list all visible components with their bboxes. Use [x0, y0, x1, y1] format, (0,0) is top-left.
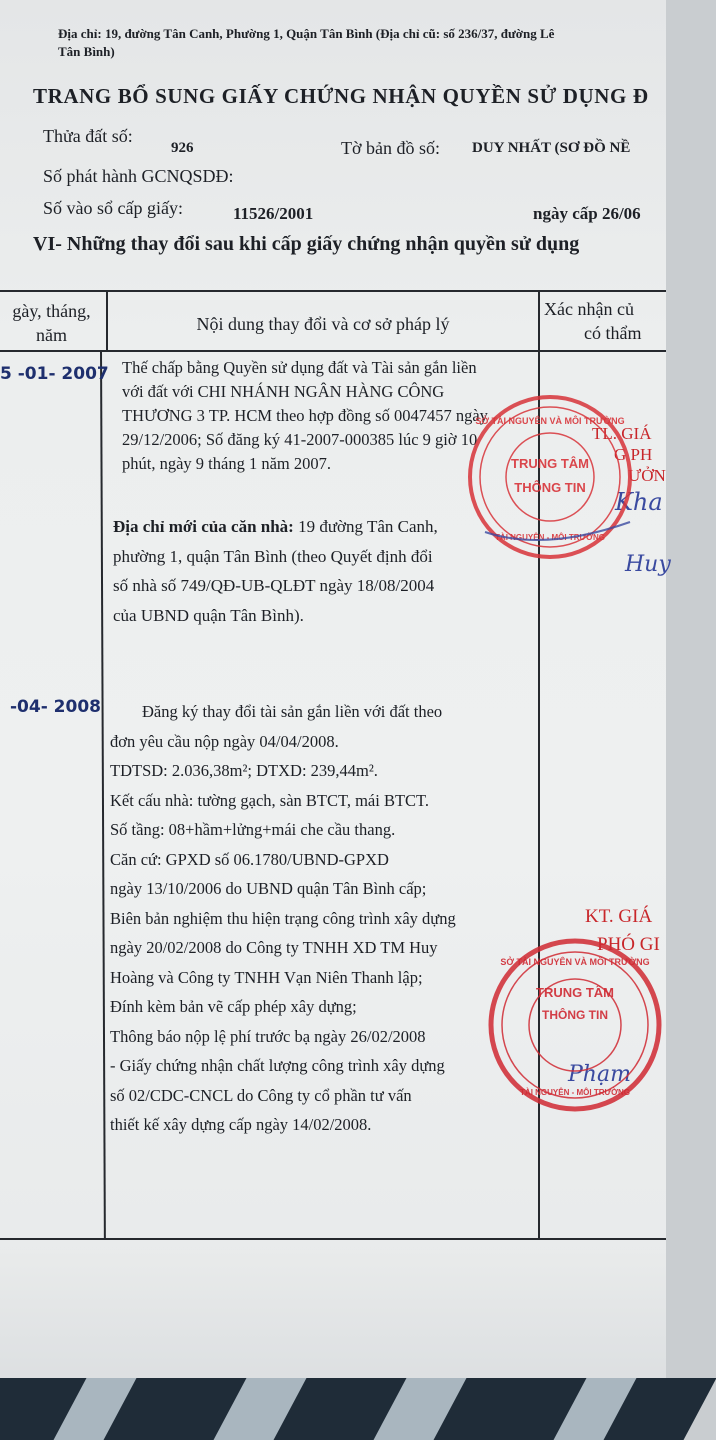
- svg-text:TRUNG TÂM: TRUNG TÂM: [511, 456, 589, 471]
- svg-text:TRUNG TÂM: TRUNG TÂM: [536, 985, 614, 1000]
- row-1-confirm-line-2: G PH: [614, 445, 653, 464]
- svg-text:THÔNG TIN: THÔNG TIN: [514, 480, 586, 495]
- row-1-confirm-line-3: ƯỞN: [628, 466, 666, 485]
- row-1-signature: Kha: [615, 488, 663, 516]
- row-1-content: Thế chấp bằng Quyền sử dụng đất và Tài sản gắn liền với đất với CHI NHÁNH NGÂN HÀNG CÔNG THƯƠNG 3 TP. HCM theo hợp đồng số 0047457 ngày 29/12/2006; Số đăng ký 41-2007-000385 lúc 9 giờ 10 phút, ngày 9 tháng 1 năm 2007.: [122, 358, 488, 473]
- official-stamp-1: [465, 392, 635, 562]
- row-2-signature: Phạm: [568, 1062, 631, 1087]
- row-2-confirm-line-1: KT. GIÁ: [585, 906, 653, 927]
- row-2-date: -04- 2008: [10, 697, 102, 717]
- row-2-content: Đăng ký thay đổi tài sản gắn liền với đất theo đơn yêu cầu nộp ngày 04/04/2008. TDTSD: 2.036,38m²; DTXD: 239,44m². Kết cấu nhà: tường gạch, sàn BTCT, mái BTCT. Số tầng: 08+hầm+lửng+mái che cầu thang. Căn cứ: GPXD số 06.1780/UBND-GPXD ngày 13/10/2006 do UBND quận Tân Bình cấp; Biên bản nghiệm thu hiện trạng công trình xây dựng ngày 20/02/2008 do Công ty TNHH XD TM Huy Hoàng và Công ty TNHH Vạn Niên Thanh lập; Đính kèm bản vẽ cấp phép xây dựng; Thông báo nộp lệ phí trước bạ ngày 26/02/2008 - Giấy chứng nhận chất lượng công trình xây dựng số 02/CDC-CNCL do Công ty cổ phần tư vấn thiết kế xây dựng cấp ngày 14/02/2008.: [110, 702, 456, 1134]
- svg-text:THÔNG TIN: THÔNG TIN: [542, 1008, 608, 1022]
- parcel-value: 926: [171, 140, 194, 156]
- page-title: TRANG BỔ SUNG GIẤY CHỨNG NHẬN QUYỀN SỬ DỤNG Đ: [33, 84, 649, 108]
- address-line-2: Tân Bình): [58, 44, 115, 59]
- svg-text:TÀI NGUYÊN - MÔI TRƯỜNG: TÀI NGUYÊN - MÔI TRƯỜNG: [520, 1088, 630, 1097]
- row-1-confirm-line-1: TL. GIÁ: [592, 424, 652, 443]
- address-line-1: Địa chỉ: 19, đường Tân Canh, Phường 1, Quận Tân Bình (Địa chỉ cũ: số 236/37, đường Lê: [58, 26, 555, 41]
- svg-text:SỞ TÀI NGUYÊN VÀ MÔI TRƯỜNG: SỞ TÀI NGUYÊN VÀ MÔI TRƯỜNG: [500, 957, 650, 967]
- page-bottom-shade: [0, 1250, 666, 1385]
- row-1-address: Địa chỉ mới của căn nhà: 19 đường Tân Canh, phường 1, quận Tân Bình (theo Quyết định đổi số nhà số 749/QĐ-UB-QLĐT ngày 18/08/2004 của UBND quận Tân Bình).: [113, 517, 438, 625]
- section-title: VI- Những thay đổi sau khi cấp giấy chứng nhận quyền sử dụng: [33, 233, 580, 255]
- background-floor: [0, 1378, 666, 1440]
- map-sheet-value: DUY NHẤT (SƠ ĐỒ NỀ: [472, 140, 631, 156]
- table-top-border: [0, 290, 666, 292]
- register-label: Số vào sổ cấp giấy:: [43, 198, 183, 218]
- issue-number-label: Số phát hành GCNQSDĐ:: [43, 166, 234, 186]
- table-bottom-border: [0, 1238, 666, 1240]
- row-1-signature-name: Huy: [625, 552, 671, 577]
- date-column-header: gày, tháng, năm: [12, 301, 91, 345]
- map-sheet-label: Tờ bản đồ số:: [341, 138, 441, 158]
- content-column-header: Nội dung thay đổi và cơ sở pháp lý: [196, 314, 450, 334]
- row-2-confirm-line-2: PHÓ GI: [597, 934, 660, 955]
- official-stamp-2: [485, 935, 665, 1115]
- register-value: 11526/2001: [233, 204, 314, 223]
- row-1-date: 5 -01- 2007: [0, 364, 109, 384]
- confirmation-column-header: Xác nhận củ có thẩm: [544, 299, 642, 343]
- svg-text:TÀI NGUYÊN - MÔI TRƯỜNG: TÀI NGUYÊN - MÔI TRƯỜNG: [495, 533, 605, 542]
- parcel-label: Thửa đất số:: [43, 126, 133, 146]
- svg-text:SỞ TÀI NGUYÊN VÀ MÔI TRƯỜNG: SỞ TÀI NGUYÊN VÀ MÔI TRƯỜNG: [475, 416, 625, 426]
- issue-date-label: ngày cấp 26/06: [533, 204, 641, 223]
- column-divider-1-header: [106, 290, 108, 352]
